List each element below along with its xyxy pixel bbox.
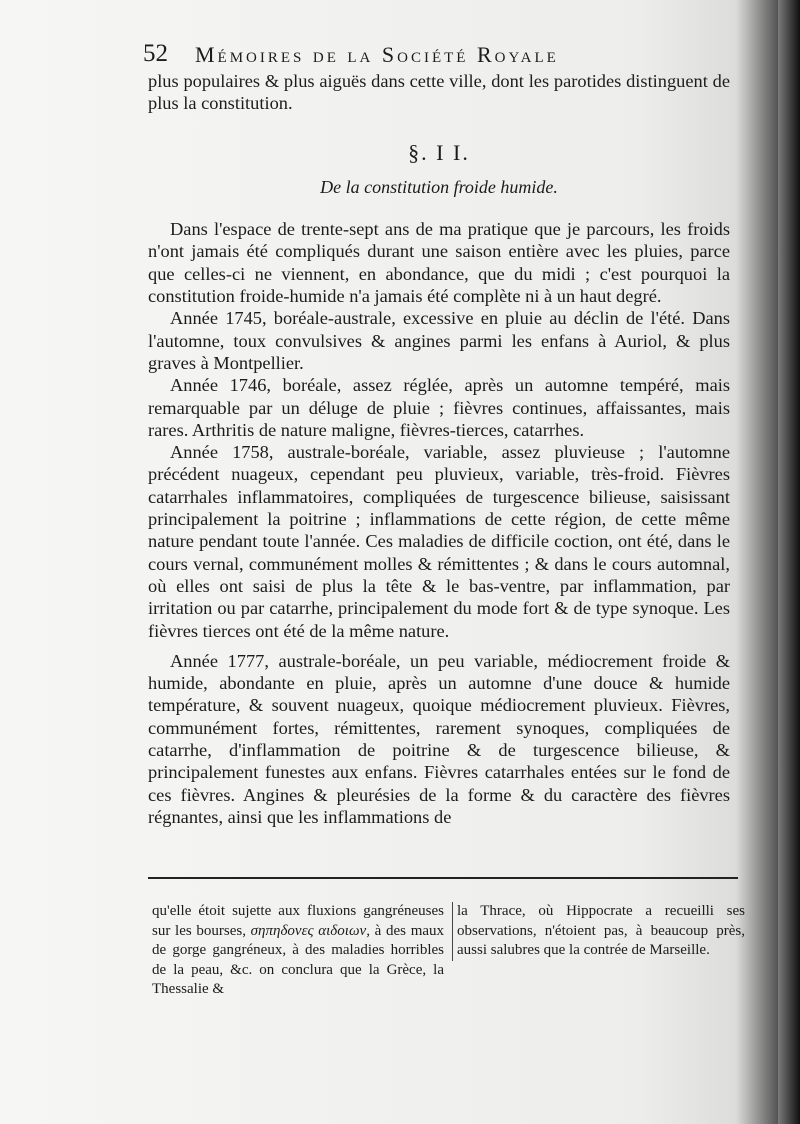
page-number: 52 [143, 40, 168, 67]
running-title: Mémoires de la Société Royale [195, 42, 559, 67]
paragraph-year-1745: Année 1745, boréale-australe, excessive en pluie au déclin de l'été. Dans l'automne, toux convulsives & angines parmi les enfans à Auriol, & plus graves à Montpellier. [148, 308, 730, 373]
footnote-left-column [152, 902, 444, 1000]
page-header [143, 38, 733, 72]
paragraph-year-1777: Année 1777, australe-boréale, un peu variable, médiocrement froide & humide, abondante en pluie, après un automne d'une douce & humide température, & souvent nuageux, quoique médiocrement pluvieux. Fièvres, communément fortes, rémittentes, rarement synoques, compliquées de catarrhe, d'inflammation de poitrine & de turgescence bilieuse, & principalement funestes aux enfans. Fièvres catarrhales entées sur le fond de ces fièvres. Angines & pleurésies de la forme & du caractère des fièvres régnantes, ainsi que les inflammations de [148, 650, 730, 827]
section-title: De la constitution froide humide. [320, 176, 558, 197]
footnote-left-text-1: qu'elle étoit sujette aux fluxions gangréneuses sur les bourses, [152, 903, 444, 939]
paragraph-intro-thirty-seven-years: Dans l'espace de trente-sept ans de ma pratique que je parcours, les froids n'ont jamais été compliqués durant une saison entière avec les pluies, parce que celles-ci ne viennent, en abondance, que du midi ; c'est pourquoi la constitution froide-humide n'a jamais été complète ni à un haut degré. [148, 219, 730, 307]
footnote-left-text-2: à des maux de gorge gangréneux, à des maladies horribles de la peau, &c. on conclura que la Grèce, la Thessalie & [152, 922, 445, 998]
paragraph-year-1746: Année 1746, boréale, assez réglée, après un automne tempéré, mais remarquable par un déluge de pluie ; fièvres continues, affaissantes, mais rares. Arthritis de nature maligne, fièvres-tierces, catarrhes. [148, 375, 730, 440]
book-spine-shadow [778, 0, 800, 1124]
section-mark: §. I I. [408, 139, 470, 165]
footnote-greek-phrase: σηπηδονες αιδοιων, [250, 922, 370, 939]
paragraph-year-1758: Année 1758, australe-boréale, variable, assez pluvieuse ; l'automne précédent nuageux, cependant peu pluvieux, variable, très-froid. Fièvres catarrhales inflammatoires, compliquées de turgescence bilieuse, saisissant principalement la poitrine ; inflammations de cette région, de cette même nature pendant toute l'année. Ces maladies de difficile coction, ont été, dans le cours vernal, communément molles & rémittentes ; & dans le cours automnal, où elles ont saisi de plus la tête & le bas-ventre, par inflammation, par irritation ou par catarrhe, principalement du mode fort & de type synoque. Les fièvres tierces ont été de la même nature. [148, 442, 730, 641]
intro-paragraph: plus populaires & plus aiguës dans cette ville, dont les parotides distinguent de plus la constitution. [148, 71, 730, 114]
body-text [148, 70, 730, 828]
footnote-right-column: la Thrace, où Hippocrate a recueilli ses observations, n'étoient pas, à beaucoup près, aussi salubres que la contrée de Marseille. [452, 902, 745, 961]
footnote-divider [148, 877, 738, 879]
